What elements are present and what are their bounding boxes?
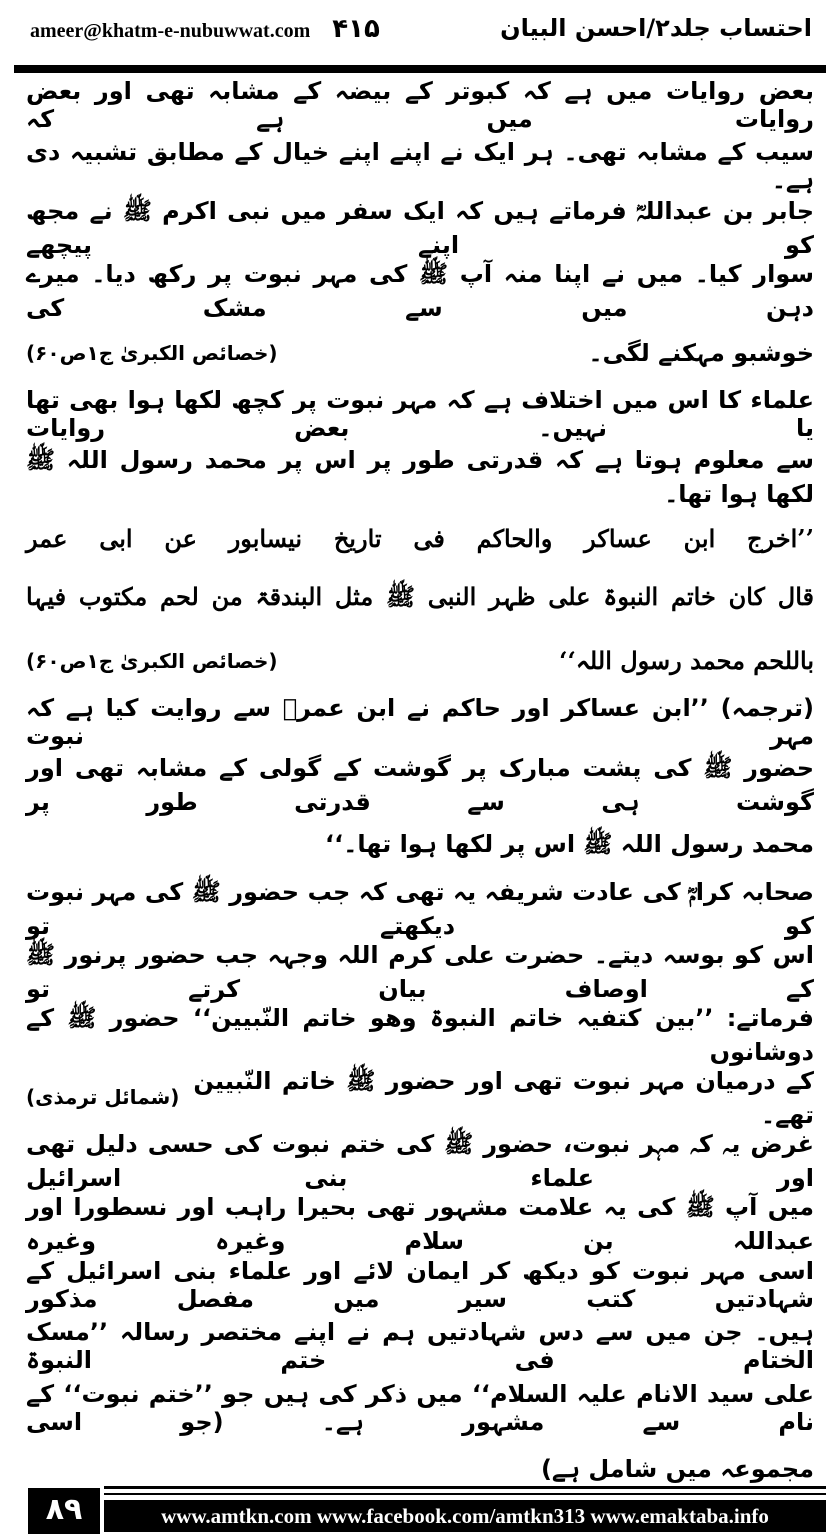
line-text: علی سید الانام علیہ السلام‘‘ میں ذکر کی ہیں جو ’’ختم نبوت‘‘ کے نام سے مشہور ہے۔ (جو اسی [26, 1379, 814, 1436]
line-text: فرماتے: ’’بین کتفیہ خاتم النبوۃ وھو خاتم النّبیین‘‘ حضور ﷺ کے دوشانوں [26, 1003, 814, 1066]
text-line [26, 1129, 814, 1192]
text-line [26, 691, 814, 752]
text-line [26, 322, 814, 383]
text-line [26, 569, 814, 630]
text-line [26, 384, 814, 445]
footer-links: www.amtkn.com www.facebook.com/amtkn313 www.emaktaba.info [104, 1500, 826, 1532]
header-email: ameer@khatm-e-nubuwwat.com [30, 20, 311, 42]
text-line [26, 135, 814, 196]
citation: (خصائص الکبریٰ ج۱ص۶۰) [26, 648, 278, 673]
line-text: جابر بن عبداللہؓ فرماتے ہیں کہ ایک سفر میں نبی اکرم ﷺ نے مجھ کو اپنے پیچھے [26, 197, 814, 260]
line-text: اس کو بوسہ دیتے۔ حضرت علی کرم اللہ وجہہ جب حضور پرنور ﷺ کے اوصاف بیان کرتے تو [26, 940, 814, 1003]
line-text: سیب کے مشابہ تھی۔ ہر ایک نے اپنے اپنے خیال کے مطابق تشبیہ دی ہے۔ [26, 137, 814, 194]
line-text: اسی مہر نبوت کو دیکھ کر ایمان لائے اور علماء بنی اسرائیل کے شہادتیں کتب سیر میں مفصل مذکور [26, 1257, 814, 1314]
text-line [26, 1255, 814, 1316]
text-line [26, 1066, 814, 1129]
text-line [26, 877, 814, 940]
line-text: باللحم محمد رسول اللہ‘‘ [559, 646, 814, 676]
text-line [26, 816, 814, 877]
line-text: مجموعہ میں شامل ہے) [540, 1454, 814, 1483]
line-text: قال کان خاتم النبوۃ علی ظہر النبی ﷺ مثل البندقۃ من لحم مکتوب فیہا [26, 582, 814, 612]
text-line [26, 1438, 814, 1499]
line-text: کے درمیان مہر نبوت تھی اور حضور ﷺ خاتم النّبیین تھے۔ [193, 1066, 814, 1129]
line-text: میں آپ ﷺ کی یہ علامت مشہور تھی بحیرا راہب اور نسطورا اور عبداللہ بن سلام وغیرہ وغیرہ [26, 1192, 814, 1255]
text-line [26, 1192, 814, 1255]
text-line [26, 753, 814, 816]
text-line [26, 940, 814, 1003]
text-line [26, 508, 814, 569]
line-text: ’’اخرج ابن عساکر والحاکم فی تاریخ نیسابور عن ابی عمر [26, 523, 815, 553]
page-body [26, 74, 814, 1499]
line-text: صحابہ کرامؓ کی عادت شریفہ یہ تھی کہ جب حضور ﷺ کی مہر نبوت کو دیکھتے تو [26, 877, 814, 940]
line-text: (ترجمہ) ’’ابن عساکر اور حاکم نے ابن عمرؓ سے روایت کیا ہے کہ مہر نبوت [26, 693, 814, 750]
text-line [26, 74, 814, 135]
text-line [26, 1003, 814, 1066]
line-text: ہیں۔ جن میں سے دس شہادتیں ہم نے اپنے مختصر رسالہ ’’مسک الختام فی ختم النبوۃ [26, 1318, 814, 1375]
text-line [26, 196, 814, 259]
footer-rule [104, 1486, 826, 1489]
footer-page-number: ۸۹ [28, 1488, 100, 1534]
footer-rule [104, 1493, 826, 1495]
line-text: حضور ﷺ کی پشت مبارک پر گوشت کے گولی کے مشابہ تھی اور گوشت ہی سے قدرتی طور پر [26, 753, 814, 816]
header-page-number: ۴۱۵ [332, 14, 380, 44]
text-line [26, 259, 814, 322]
text-line [26, 445, 814, 508]
line-text: علماء کا اس میں اختلاف ہے کہ مہر نبوت پر کچھ لکھا ہوا بھی تھا یا نہیں۔ بعض روایات [26, 386, 814, 443]
line-text: بعض روایات میں ہے کہ کبوتر کے بیضہ کے مشابہ تھی اور بعض روایات میں ہے کہ [26, 76, 814, 133]
text-line [26, 1377, 814, 1438]
header-book-title: احتساب جلد۲/احسن البیان [500, 14, 812, 42]
line-text: سوار کیا۔ میں نے اپنا منہ آپ ﷺ کی مہر نبوت پر رکھ دیا۔ میرے دہن میں سے مشک کی [26, 260, 814, 323]
citation: (شمائل ترمذی) [26, 1085, 180, 1110]
line-text: سے معلوم ہوتا ہے کہ قدرتی طور پر اس پر محمد رسول اللہ ﷺ لکھا ہوا تھا۔ [26, 445, 814, 508]
citation: (خصائص الکبریٰ ج۱ص۶۰) [26, 340, 278, 365]
text-line [26, 630, 814, 691]
header-left [30, 14, 380, 44]
line-text: غرض یہ کہ مہر نبوت، حضور ﷺ کی ختم نبوت کی حسی دلیل تھی اور علماء بنی اسرائیل [26, 1129, 814, 1192]
header-rule [14, 65, 826, 73]
line-text: محمد رسول اللہ ﷺ اس پر لکھا ہوا تھا۔‘‘ [325, 829, 814, 858]
line-text: خوشبو مہکنے لگی۔ [588, 338, 814, 367]
text-line [26, 1316, 814, 1377]
